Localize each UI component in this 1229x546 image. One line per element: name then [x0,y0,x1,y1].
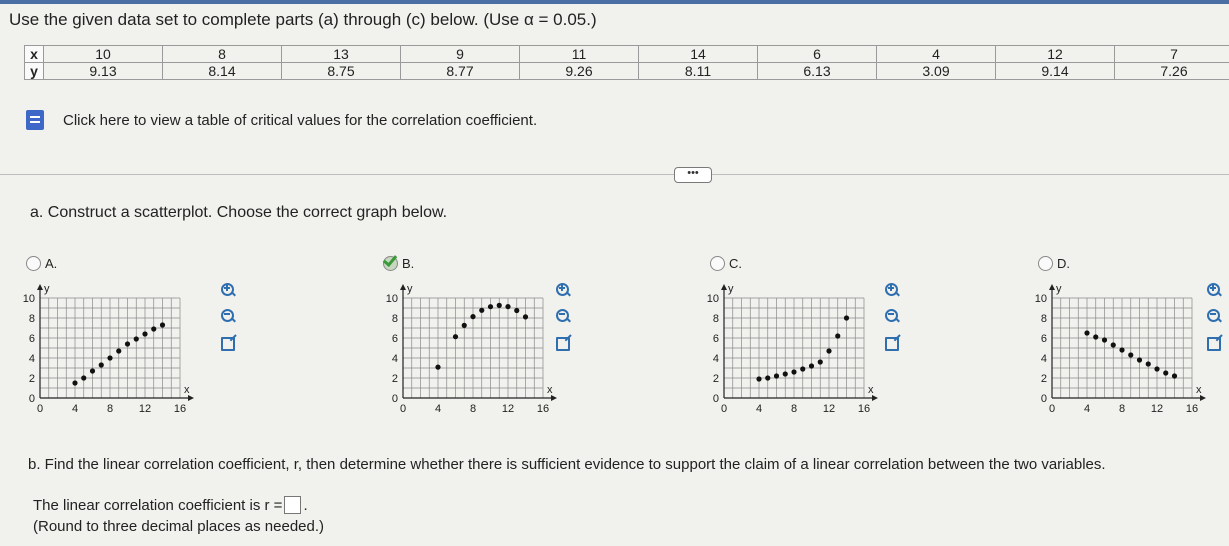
data-point [462,323,467,328]
data-point [453,334,458,339]
zoom-in-icon[interactable] [555,282,571,298]
table-cell: 14 [639,46,758,63]
y-tick-label: 0 [1040,393,1047,405]
y-axis-arrow [1049,284,1055,290]
critical-values-link[interactable] [26,110,537,130]
x-axis-letter: x [1196,384,1202,396]
y-tick-label: 4 [712,353,719,365]
option-d[interactable] [1024,258,1229,438]
data-point [800,366,805,371]
y-tick-label: 10 [1034,293,1047,305]
y-tick-label: 0 [28,393,35,405]
data-point [514,308,519,313]
data-point [505,304,510,309]
data-point [1111,342,1116,347]
option-a-radio[interactable] [26,256,41,271]
x-tick-label: 12 [138,403,152,415]
y-tick-label: 6 [391,333,398,345]
instructions: Use the given data set to complete parts (a) through (c) below. (Use α = 0.05.) [9,10,597,29]
table-cell: 9 [401,46,520,63]
y-tick-label: 8 [391,313,398,325]
table-cell: 7 [1115,46,1229,63]
data-point [1146,361,1151,366]
table-cell: 8.75 [282,63,401,80]
expand-icon[interactable] [220,334,236,350]
scatter-plot-c [696,278,896,438]
y-tick-label: 8 [1040,313,1047,325]
x-tick-label: 16 [1185,403,1199,415]
data-point [90,368,95,373]
option-c[interactable] [696,258,936,438]
data-point [1102,337,1107,342]
x-tick-label: 12 [822,403,836,415]
data-point [1172,373,1177,378]
data-point [116,348,121,353]
data-point [134,336,139,341]
round-note: (Round to three decimal places as needed.) [33,518,325,535]
x-axis-letter: x [184,384,190,396]
data-point [844,315,849,320]
table-cell: 3.09 [877,63,996,80]
option-b-radio[interactable] [383,256,398,271]
data-point [756,376,761,381]
x-header: x [25,46,44,63]
data-point [523,314,528,319]
data-point [1084,330,1089,335]
table-cell: 7.26 [1115,63,1229,80]
y-tick-label: 10 [22,293,35,305]
x-tick-label: 0 [1048,403,1056,415]
y-tick-label: 2 [391,373,398,385]
data-point [826,348,831,353]
data-point [818,359,823,364]
divider [0,174,1229,175]
more-button[interactable]: ••• [674,167,712,183]
critical-values-link-text[interactable]: Click here to view a table of critical values for the correlation coefficient. [63,111,538,129]
book-icon [26,110,44,130]
x-tick-label: 4 [434,403,442,415]
y-tick-label: 4 [391,353,398,365]
y-axis-letter: y [1056,283,1062,295]
y-tick-label: 0 [391,393,398,405]
data-point [809,363,814,368]
data-point [125,341,130,346]
x-tick-label: 12 [501,403,515,415]
scatter-plot-d [1024,278,1224,438]
expand-icon[interactable] [555,334,571,350]
x-tick-label: 8 [469,403,477,415]
y-header: y [25,63,44,80]
expand-icon[interactable] [1206,334,1222,350]
data-point [142,331,147,336]
x-tick-label: 0 [399,403,407,415]
data-point [81,375,86,380]
table-row-x [25,46,1229,63]
scatter-plot-a [12,278,212,438]
data-point [470,314,475,319]
answer-prefix: The linear correlation coefficient is r = [33,496,283,514]
data-point [1154,366,1159,371]
data-point [1163,370,1168,375]
answer-line [33,496,308,514]
table-cell: 9.14 [996,63,1115,80]
y-tick-label: 2 [28,373,35,385]
table-cell: 6.13 [758,63,877,80]
x-tick-label: 0 [720,403,728,415]
option-d-letter: D. [1057,256,1070,271]
zoom-out-icon[interactable] [220,308,236,324]
x-tick-label: 8 [790,403,798,415]
x-tick-label: 0 [36,403,44,415]
y-axis-arrow [400,284,406,290]
y-tick-label: 2 [712,373,719,385]
table-cell: 4 [877,46,996,63]
x-axis-letter: x [868,384,874,396]
x-tick-label: 16 [536,403,550,415]
table-cell: 8 [163,46,282,63]
y-tick-label: 8 [28,313,35,325]
table-cell: 9.26 [520,63,639,80]
data-point [107,355,112,360]
data-table [24,45,1229,80]
table-cell: 9.13 [44,63,163,80]
y-tick-label: 4 [1040,353,1047,365]
table-cell: 8.14 [163,63,282,80]
data-point [99,362,104,367]
y-tick-label: 4 [28,353,35,365]
scatter-plot-b [375,278,575,438]
data-point [160,322,165,327]
y-axis-letter: y [407,283,413,295]
y-tick-label: 6 [1040,333,1047,345]
option-b-letter: B. [402,256,415,271]
data-point [1128,352,1133,357]
option-a[interactable] [12,258,252,438]
y-tick-label: 6 [712,333,719,345]
data-point [791,369,796,374]
y-tick-label: 0 [712,393,719,405]
zoom-out-icon[interactable] [884,308,900,324]
zoom-in-icon[interactable] [220,282,236,298]
x-tick-label: 8 [106,403,114,415]
x-tick-label: 4 [1083,403,1091,415]
y-axis-arrow [37,284,43,290]
option-c-radio[interactable] [710,256,725,271]
y-tick-label: 10 [385,293,398,305]
x-axis-letter: x [547,384,553,396]
zoom-in-icon[interactable] [884,282,900,298]
table-cell: 13 [282,46,401,63]
expand-icon[interactable] [884,334,900,350]
data-point [1093,334,1098,339]
y-axis-letter: y [728,283,734,295]
x-tick-label: 16 [173,403,187,415]
table-cell: 8.77 [401,63,520,80]
y-tick-label: 8 [712,313,719,325]
data-point [835,333,840,338]
table-cell: 11 [520,46,639,63]
part-b-prompt: b. Find the linear correlation coefficient, r, then determine whether there is sufficient evidence to support the claim of a linear correlation between the two variables. [28,456,1106,473]
data-point [765,375,770,380]
answer-suffix: . [303,496,308,514]
part-a-prompt: a. Construct a scatterplot. Choose the correct graph below. [30,204,448,221]
y-tick-label: 10 [706,293,719,305]
data-point [774,373,779,378]
data-point [497,303,502,308]
table-cell: 6 [758,46,877,63]
option-a-letter: A. [45,256,58,271]
y-axis-letter: y [44,283,50,295]
x-tick-label: 4 [755,403,763,415]
data-point [1119,347,1124,352]
x-tick-label: 8 [1118,403,1126,415]
data-point [479,308,484,313]
option-d-radio[interactable] [1038,256,1053,271]
data-point [151,326,156,331]
data-point [72,380,77,385]
y-axis-arrow [721,284,727,290]
table-row-y [25,63,1229,80]
data-point [488,304,493,309]
zoom-out-icon[interactable] [1206,308,1222,324]
zoom-in-icon[interactable] [1206,282,1222,298]
x-tick-label: 16 [857,403,871,415]
data-point [1137,357,1142,362]
data-point [783,371,788,376]
table-cell: 10 [44,46,163,63]
table-cell: 12 [996,46,1115,63]
x-tick-label: 4 [71,403,79,415]
data-point [435,365,440,370]
option-c-letter: C. [729,256,742,271]
option-b[interactable] [375,258,615,438]
y-tick-label: 2 [1040,373,1047,385]
x-tick-label: 12 [1150,403,1164,415]
y-tick-label: 6 [28,333,35,345]
table-cell: 8.11 [639,63,758,80]
zoom-out-icon[interactable] [555,308,571,324]
r-answer-input[interactable] [284,496,301,514]
top-accent-bar [0,0,1229,4]
